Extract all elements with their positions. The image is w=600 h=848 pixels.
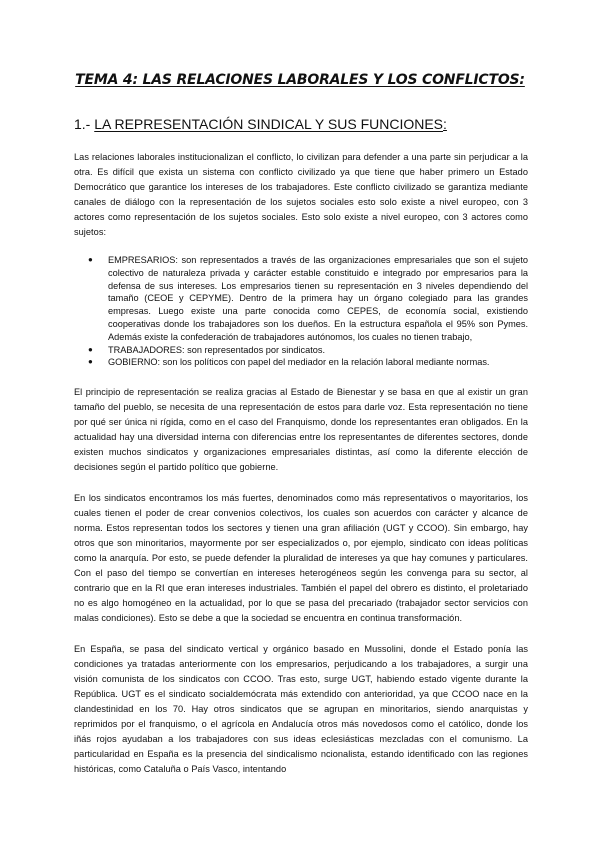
body-paragraph: En España, se pasa del sindicato vertical y orgánico basado en Mussolini, donde el Estado ponía las condiciones ya tratadas anteriormente con los empresarios, perjudicando a los trabajadores, a surgir una visión comunista de los sindicatos con CCOO. Tras esto, surge UGT, habiendo estado vigente durante la República. UGT es el sindicato socialdemócrata más extendido con anterioridad, ya que CCOO nace en la clandestinidad en los 70. Hay otros sindicatos que se agrupan en minoritarios, siendo anarquistas y reprimidos por el franquismo, o el agrícola en Andalucía otros más novedosos como el católico, donde los iñás rojos ayudaban a los trabajadores con sus ideas eclesiásticas mezcladas con el comunismo. La particularidad en España es la presencia del sindicalismo ncionalista, estando identificado con las regiones históricas, como Cataluña o País Vasco, intentando: [74, 644, 528, 775]
list-item-text: GOBIERNO: son los políticos con papel del mediador en la relación laboral mediante normas.: [108, 357, 490, 368]
body-paragraph: En los sindicatos encontramos los más fuertes, denominados como más representativos o mayoritarios, los cuales tienen el poder de crear convenios colectivos, los cuales son acuerdos con carácter y alcance de norma. Estos representan todos los sectores y tienen una gran afiliación (UGT y CCOO). Sin embargo, hay otros que son minoritarios, mayormente por ser especializados o, por ejemplo, sindicato con ideas políticas como la anarquía. Por esto, se puede defender la pluralidad de intereses ya que hay comunes y particulares. Con el paso del tiempo se convertían en intereses heterogéneos según les convenga para su sector, al contrario que en la RI que eran intereses industriales. También el papel del obrero es distinto, el proletariado no es algo homogéneo en la actualidad, por lo que se pasa del precariado (trabajador sector servicios con malas condiciones). Esto se debe a que la sociedad se encuentra en continua transformación.: [74, 493, 528, 624]
document-title: TEMA 4: LAS RELACIONES LABORALES Y LOS CONFLICTOS:: [75, 72, 525, 88]
actors-list: [74, 254, 528, 369]
list-item-text: TRABAJADORES: son representados por sindicatos.: [108, 344, 326, 355]
document-body: [74, 150, 528, 793]
section-number: 1.-: [74, 116, 91, 132]
list-item: [74, 254, 528, 344]
body-paragraph: El principio de representación se realiza gracias al Estado de Bienestar y se basa en que al existir un gran tamaño del pueblo, se necesita de una representación de estos para darle voz. Esta representación no tiene por qué ser única ni rígida, como en el caso del Franquismo, donde los representantes eran obligados. En la actualidad hay una diversidad interna con diferencias entre los representantes de diferentes sectores, donde existen muchos sindicatos y organizaciones empresariales distintas, así como la diferente elección de decisiones según el partido político que gobierne.: [74, 387, 528, 473]
section-heading: [74, 115, 447, 133]
intro-paragraph: Las relaciones laborales institucionalizan el conflicto, lo civilizan para defender a una parte sin perjudicar a la otra. Es difícil que exista un sistema con conflicto civilizado ya que tiene que haber primero un Estado Democrático que garantice los intereses de los trabajadores. Este conflicto civilizado se garantiza mediante canales de diálogo con la representación de los sujetos sociales esto solo existe a nivel europeo, con 3 actores como representación de los sujetos sociales. Esto solo existe a nivel europeo, con 3 actores como sujetos:: [74, 152, 528, 237]
list-item-text: EMPRESARIOS: son representados a través de las organizaciones empresariales que son el sujeto colectivo de naturaleza privada y carácter estable constituido e integrado por empresarios para la defensa de sus intereses. Los empresarios tienen su representación en 3 niveles dependiendo del tamaño (CEOE y CEPYME). Dentro de la primera hay un órgano colegiado para las grandes empresas. Luego existe una parte conocida como CEPES, de economía social, existiendo cooperativas donde los trabajadores son los dueños. En la estructura española el 95% son Pymes. Además existe la confederación de trabajadores autónomos, los cuales no tienen trabajo,: [108, 255, 528, 342]
bullet-icon: ●: [88, 357, 93, 367]
bullet-icon: ●: [88, 344, 93, 354]
section-heading-colon: :: [443, 116, 447, 132]
section-heading-text: LA REPRESENTACIÓN SINDICAL Y SUS FUNCIONES: [94, 116, 444, 132]
list-item: [74, 356, 528, 369]
list-item: [74, 344, 528, 357]
bullet-icon: ●: [88, 255, 93, 264]
